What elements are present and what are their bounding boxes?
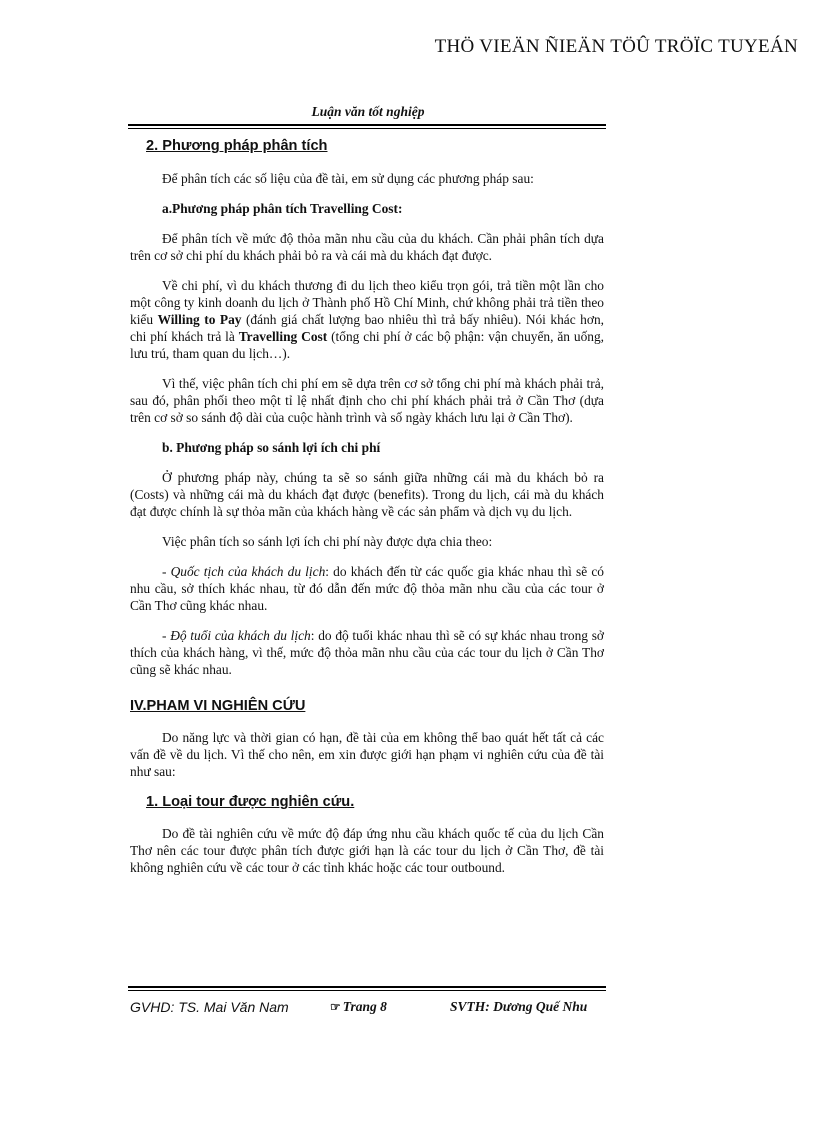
footer-student: SVTH: Dương Quế Nhu bbox=[450, 999, 588, 1014]
paragraph bbox=[130, 277, 604, 362]
page-header-title: Luận văn tốt nghiệp bbox=[311, 104, 425, 119]
header-rule bbox=[128, 124, 606, 126]
subsection-a-heading: a.Phương pháp phân tích Travelling Cost: bbox=[162, 201, 403, 216]
bold-term: Travelling Cost bbox=[238, 329, 328, 344]
footer-rule bbox=[128, 986, 606, 988]
site-watermark: THÖ VIEÄN ÑIEÄN TÖÛ TRÖÏC TUYEÁN bbox=[434, 36, 798, 57]
text-run: Về chi phí, vì du khách thương đi du lịch theo kiểu trọn gói, trả tiền một lần cho một công ty kinh doanh du lịch ở Thành phố Hồ Chí Minh, chứ không phải trả tiền theo kiểu bbox=[130, 278, 604, 327]
bullet-dash: - bbox=[162, 564, 171, 579]
subsection-b-heading: b. Phương pháp so sánh lợi ích chi phí bbox=[162, 440, 381, 455]
bullet-paragraph bbox=[130, 627, 604, 678]
text-run: (tổng chi phí ở các bộ phận: vận chuyển, ăn uống, lưu trú, tham quan du lịch…). bbox=[130, 329, 605, 361]
section-iv-heading: IV.PHAM VI NGHIÊN CỨU bbox=[130, 698, 306, 714]
page-number: Trang 8 bbox=[342, 999, 387, 1014]
text-run: (đánh giá chất lượng bao nhiêu thì trả bấy nhiêu). Nói khác hơn, chi phí khách trả là bbox=[130, 312, 604, 344]
footer-advisor: GVHD: TS. Mai Văn Nam bbox=[130, 999, 289, 1015]
bold-term: Willing to Pay bbox=[157, 312, 242, 327]
italic-term: Quốc tịch của khách du lịch bbox=[170, 564, 326, 579]
header-rule-thin bbox=[128, 128, 606, 129]
paragraph: Ở phương pháp này, chúng ta sẽ so sánh giữa những cái mà du khách bỏ ra (Costs) và những cái mà du khách đạt được (benefits). Trong du lịch, cái mà du khách đạt được chính là sự thỏa mãn của khách hàng về các sản phẩm và dịch vụ du lịch. bbox=[130, 470, 604, 519]
section-2-heading: 2. Phương pháp phân tích bbox=[146, 138, 328, 154]
section-1-heading: 1. Loại tour được nghiên cứu. bbox=[146, 794, 355, 810]
text-run: : do khách đến từ các quốc gia khác nhau thì sẽ có nhu cầu, sở thích khác nhau, từ đó dẫn đến mức độ thỏa mãn nhu cầu của các tour ở Cần Thơ cũng khác nhau. bbox=[130, 564, 604, 613]
page-content bbox=[130, 136, 604, 876]
bullet-dash: - bbox=[162, 628, 171, 643]
paragraph: Việc phân tích so sánh lợi ích chi phí này được dựa chia theo: bbox=[162, 534, 493, 549]
paragraph: Vì thế, việc phân tích chi phí em sẽ dựa trên cơ sở tổng chi phí mà khách phải trả, sau đó, phân phối theo một tỉ lệ nhất định cho chi phí khách phải trả ở Cần Thơ (dựa trên cơ sở so sánh độ dài của cuộc hành trình và số ngày khách lưu lại ở Cần Thơ). bbox=[130, 376, 604, 425]
section-2-intro: Để phân tích các số liệu của đề tài, em sử dụng các phương pháp sau: bbox=[162, 171, 534, 186]
footer-rule-thin bbox=[128, 990, 606, 991]
footer-page bbox=[330, 999, 387, 1015]
text-run: : do độ tuổi khác nhau thì sẽ có sự khác nhau trong sở thích của khách hàng, vì thế, mức độ thỏa mãn nhu cầu của các tour du lịch ở Cần Thơ cũng sẽ khác nhau. bbox=[130, 628, 605, 677]
paragraph: Để phân tích về mức độ thỏa mãn nhu cầu của du khách. Cần phải phân tích dựa trên cơ sở chi phí du khách phải bỏ ra và cái mà du khách đạt được. bbox=[130, 231, 604, 263]
paragraph: Do năng lực và thời gian có hạn, đề tài của em không thể bao quát hết tất cả các vấn đề về du lịch. Vì thế cho nên, em xin được giới hạn phạm vi nghiên cứu của đề tài như sau: bbox=[130, 730, 604, 779]
italic-term: Độ tuổi của khách du lịch bbox=[170, 628, 311, 643]
paragraph: Do đề tài nghiên cứu về mức độ đáp ứng nhu cầu khách quốc tế của du lịch Cần Thơ nên các tour được phân tích được giới hạn là các tour du lịch ở Cần Thơ, đề tài không nghiên cứu về các tour ở các tỉnh khác hoặc các tour outbound. bbox=[130, 826, 604, 875]
hand-pointer-icon: ☞ bbox=[330, 1000, 341, 1014]
bullet-paragraph bbox=[130, 563, 604, 614]
